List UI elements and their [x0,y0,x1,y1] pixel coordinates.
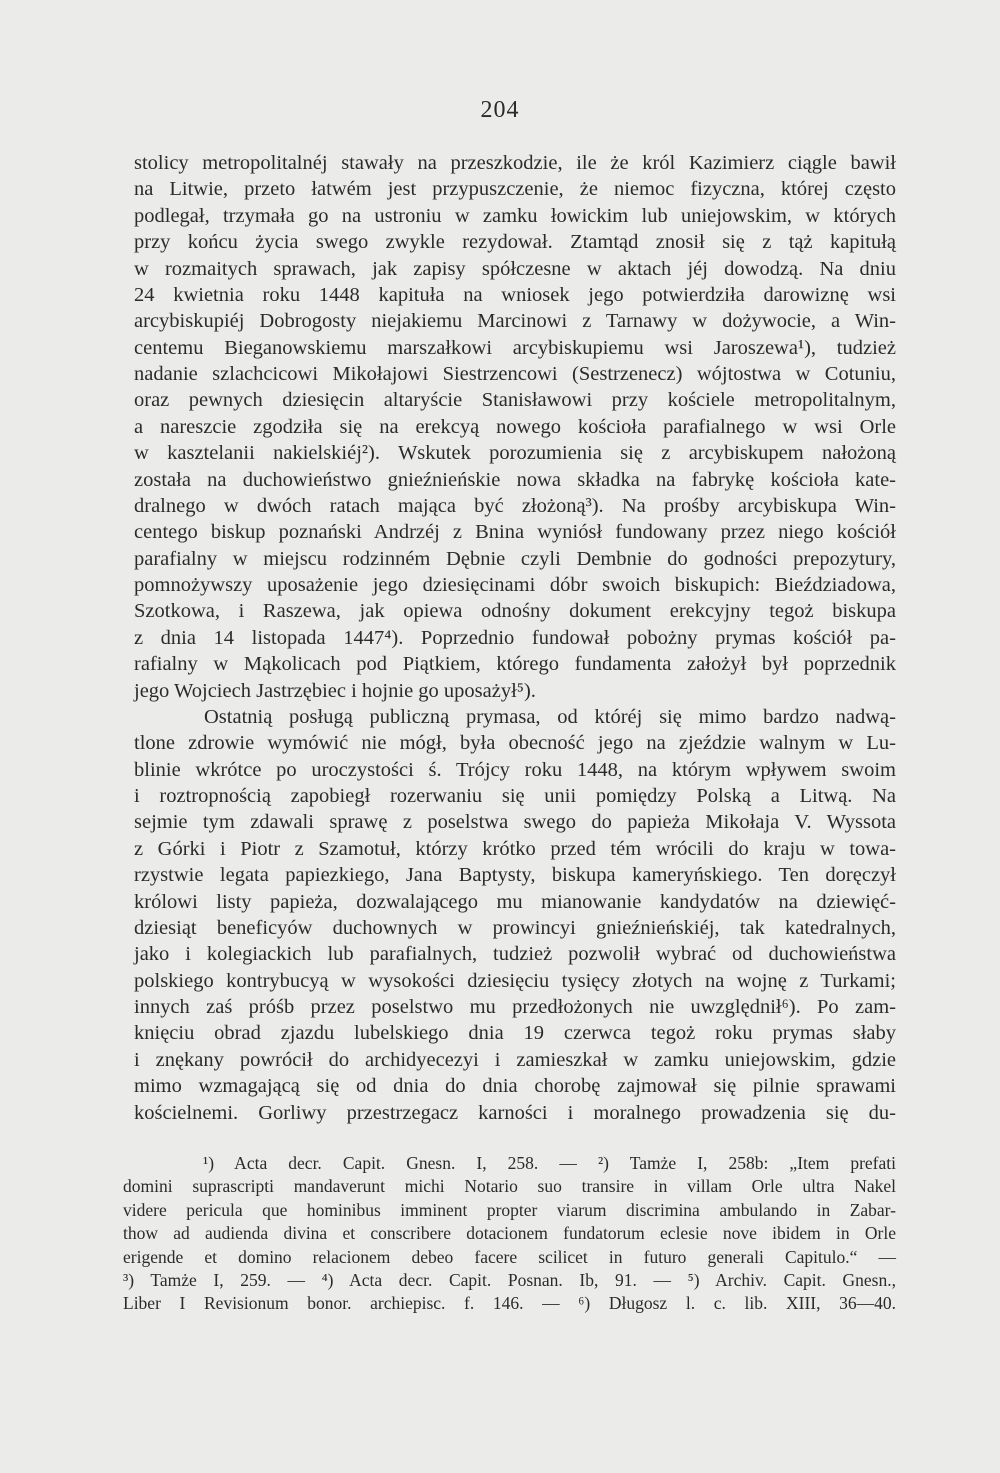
text-line: arcybiskupiéj Dobrogosty niejakiemu Marcinowi z Tarnawy w dożywocie, a Win- [134,310,896,333]
text-line: jego Wojciech Jastrzębiec i hojnie go uposażył⁵). [134,679,536,702]
footnotes [123,1152,896,1316]
page-number: 204 [480,97,520,123]
text-line: rafialny w Mąkolicach pod Piątkiem, którego fundamenta założył był poprzednik [134,653,896,676]
text-line: innych zaś próśb przez poselstwo mu przedłożonych nie uwzględnił⁶). Po zam- [134,996,896,1018]
text-line: w rozmaitych sprawach, jak zapisy spółczesne w aktach jéj dowodzą. Na dniu [134,257,896,280]
text-line: a nareszcie zgodziła się na erekcyą nowego kościoła parafialnego w wsi Orle [134,415,896,438]
text-line: centego biskup poznański Andrzéj z Bnina wyniósł fundowany przez niego kościół [134,521,896,544]
text-line: mimo wzmagającą się od dnia do dnia chorobę zajmował się pilnie sprawami [134,1075,896,1098]
text-line: blinie wkrótce po uroczystości ś. Trójcy roku 1448, na którym wpływem swoim [134,758,896,781]
text-line: dralnego w dwóch ratach mająca być złożoną³). Na prośby arcybiskupa Win- [134,494,896,517]
text-line: stolicy metropolitalnéj stawały na przeszkodzie, ile że król Kazimierz ciągle bawił [134,152,896,174]
text-line: i roztropnością zapobiegł rozerwaniu się unii pomiędzy Polską a Litwą. Na [134,785,896,807]
text-line: na Litwie, przeto łatwém jest przypuszczenie, że niemoc fizyczna, której często [134,178,896,201]
text-line: pomnożywszy uposażenie jego dziesięcinami dóbr swoich biskupich: Bieździadowa, [134,574,896,596]
text-line: sejmie tym zdawali sprawę z poselstwa swego do papieża Mikołaja V. Wyssota [134,811,896,834]
footnote-line: ³) Tamże I, 259. — ⁴) Acta decr. Capit. Posnan. Ib, 91. — ⁵) Archiv. Capit. Gnesn., [123,1269,896,1290]
text-line: z dnia 14 listopada 1447⁴). Poprzednio fundował pobożny prymas kościół pa- [134,626,896,649]
text-line: oraz pewnych dziesięcin altaryście Stanisławowi przy kościele metropolitalnym, [134,389,896,412]
text-line: knięciu obrad zjazdu lubelskiego dnia 19 czerwca tegoż roku prymas słaby [134,1022,896,1045]
footnote-line: erigende et domino relacionem debeo facere scilicet in futuro generali Capitulo.“ — [123,1246,896,1267]
footnote-line: videre pericula que hominibus imminent propter viarum discrimina ambulando in Zabar- [123,1199,896,1220]
text-line: 24 kwietnia roku 1448 kapituła na wniosek jego potwierdziła darowiznę wsi [134,283,896,306]
text-line: Szotkowa, i Raszewa, jak opiewa odnośny dokument erekcyjny tegoż biskupa [134,600,896,623]
text-line: podlegał, trzymała go na ustroniu w zamku łowickim lub uniejowskim, w których [134,204,896,227]
text-line: przy końcu życia swego zwykle rezydował. Ztamtąd znosił się z tąż kapitułą [134,231,896,254]
text-line: z Górki i Piotr z Szamotuł, którzy krótko przed tém wrócili do kraju w towa- [134,837,896,860]
text-line: kościelnemi. Gorliwy przestrzegacz karności i moralnego prowadzenia się du- [134,1101,896,1124]
text-line: centemu Bieganowskiemu marszałkowi arcybiskupiemu wsi Jaroszewa¹), tudzież [134,336,896,359]
text-line: królowi listy papieża, dozwalającego mu mianowanie kandydatów na dziewięć- [134,890,896,913]
text-line: i znękany powrócił do archidyecezyi i zamieszkał w zamku uniejowskim, gdzie [134,1048,896,1071]
footnote-line: ¹) Acta decr. Capit. Gnesn. I, 258. — ²) Tamże I, 258b: „Item prefati [203,1153,896,1173]
footnote-line: thow ad audienda divina et conscribere dotacionem fundatorum eclesie nove ibidem in Orle [123,1223,896,1244]
text-line: tlone zdrowie wymówić nie mógł, była obecność jego na zjeździe walnym w Lu- [134,732,896,755]
footnote-line: Liber I Revisionum bonor. archiepisc. f. 146. — ⁶) Długosz l. c. lib. XIII, 36—40. [123,1293,896,1314]
text-line: została na duchowieństwo gnieźnieńskie nowa składka na fabrykę kościoła kate- [134,468,896,491]
text-line: jako i kolegiackich lub parafialnych, tudzież pozwolił wybrać od duchowieństwa [134,943,896,966]
text-line: nadanie szlachcicowi Mikołajowi Siestrzencowi (Sestrzenecz) wójtostwa w Cotuniu, [134,363,896,385]
text-line: parafialny w miejscu rodzinném Dębnie czyli Dembnie do godności prepozytury, [134,547,896,570]
body-text [134,150,896,1126]
text-line: Ostatnią posługą publiczną prymasa, od któréj się mimo bardzo nadwą- [204,705,896,728]
text-line: w kasztelanii nakielskiéj²). Wskutek porozumienia się z arcybiskupem nałożoną [134,442,896,465]
text-line: polskiego kontrybucyą w wysokości dziesięciu tysięcy złotych na wojnę z Turkami; [134,969,896,992]
footnote-line: domini suprascripti mandaverunt michi Notario suo transire in villam Orle ultra Nakel [123,1176,896,1197]
text-line: rzystwie legata papiezkiego, Jana Baptysty, biskupa kameryńskiego. Ten doręczył [134,864,896,887]
text-line: dziesiąt beneficyów duchownych w prowincyi gnieźnieńskiéj, tak katedralnych, [134,916,896,939]
